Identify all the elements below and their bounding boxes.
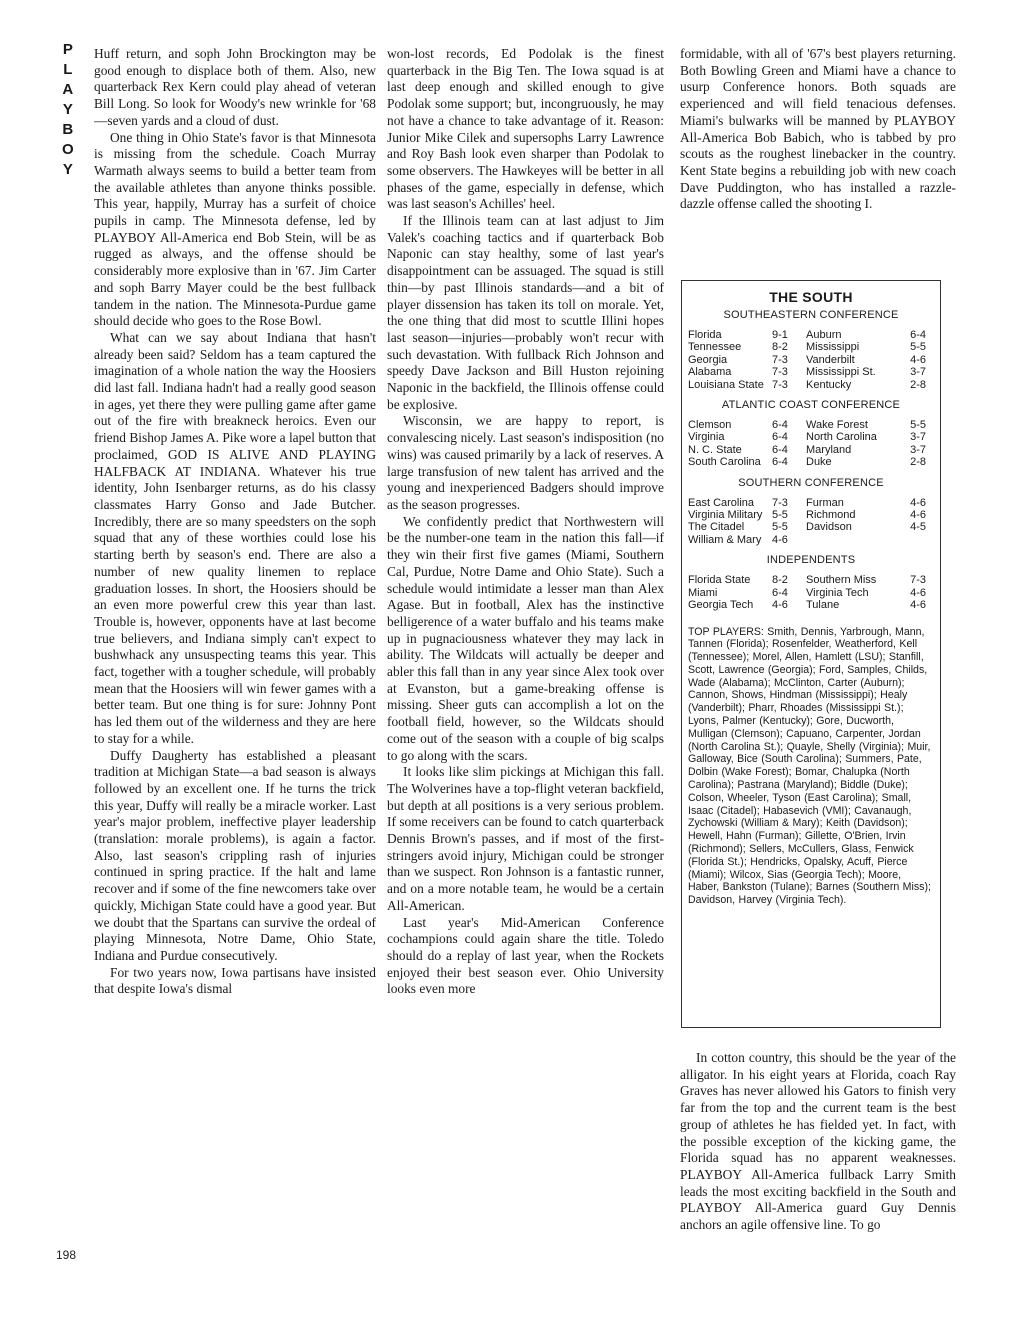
top-players-list: TOP PLAYERS: Smith, Dennis, Yarbrough, Mann, Tannen (Florida); Rosenfelder, Weatherford, Kell (Tennessee); Morel, Allen, Hamlett (LSU); Stanfill, Scott, Lawrence (Georgia); Ford, Samples, Childs, Wade (Alabama); McClinton, Carter (Auburn); Cannon, Shows, Hindman (Mississippi); Healy (Vanderbilt); Pharr, Rhoades (Mississippi St.); Lyons, Palmer (Kentucky); Gore, Ducworth, Mulligan (Clemson); Capuano, Carpenter, Jordan (North Carolina St.); Quayle, Shelly (Virginia); Muir, Galloway, Bice (South Carolina); Summers, Pate, Dolbin (Wake Forest); Bomar, Chalupka (North Carolina); Pastrana (Maryland); Biddle (Duke); Colson, Wheeler, Tyson (East Carolina); Small, Isaac (Citadel); Habasevich (VMI); Cavanaugh, Zychowski (William & Mary); Keith (Davidson); Hewell, Hahn (Furman); Gillette, O'Brien, Irvin (Richmond); Sellers, McCullers, Glass, Fenwick (Florida St.); Hendricks, Opalsky, Acuff, Pierce (Miami); Wilcox, Sias (Georgia Tech); Moore, Haber, Bankston (Tulane); Barnes (Southern Miss); Davidson, Harvey (Virginia Tech).: [688, 625, 931, 907]
paragraph: Huff return, and soph John Brockington may be good enough to displace both of them. Also, new quarterback Rex Kern could play ahead of veteran Bill Long. So look for Woody's new wrinkle for '68 —seven yards and a cloud of dust.: [94, 46, 376, 128]
magazine-brand-vertical: [62, 40, 74, 180]
team-name: Alabama: [688, 366, 732, 379]
standings-table: [688, 574, 934, 611]
team-name: Mississippi St.: [806, 366, 876, 379]
paragraph: Last year's Mid-American Conference cochampions could again share the title. Toledo should do a replay of last year, when the Rockets enjoyed their best season ever. Ohio University looks even more: [387, 914, 664, 997]
team-name: Virginia Military: [688, 509, 763, 522]
brand-letter: P: [62, 41, 73, 58]
team-name: William & Mary: [688, 533, 762, 546]
team-record: 3-7: [910, 443, 926, 456]
team-name: Richmond: [806, 509, 856, 522]
team-name: Mississippi: [806, 341, 860, 354]
team-name: Davidson: [806, 521, 852, 534]
team-name: Virginia: [688, 431, 725, 444]
team-name: Vanderbilt: [806, 353, 855, 366]
team-record: 6-4: [772, 586, 788, 599]
team-record: 3-7: [910, 366, 926, 379]
team-record: 2-8: [910, 456, 926, 469]
team-record: 5-5: [772, 521, 788, 534]
team-name: Southern Miss: [806, 574, 877, 587]
paragraph: formidable, with all of '67's best players returning. Both Bowling Green and Miami have a chance to usurp Conference honors. Both squads are experienced and will field tenacious defenses. Miami's bulwarks will be manned by PLAYBOY All-America Bob Babich, who is tabbed by pro scouts as the roughest linebacker in the country. Kent State begins a rebuilding job with new coach Dave Puddington, who has installed a razzle-dazzle offense called the shooting I.: [680, 46, 956, 212]
paragraph: For two years now, Iowa partisans have insisted that despite Iowa's dismal: [94, 964, 376, 997]
paragraph: One thing in Ohio State's favor is that Minnesota is missing from the schedule. Coach Murray Warmath always seems to build a better team from the available athletes than anyone thinks possible. This year, happily, Murray has a surfeit of choice pupils in camp. The Minnesota defense, led by PLAYBOY All-America end Bob Stein, will be as rugged as always, and the offense should be considerably more explosive than in '67. Jim Carter and soph Barry Mayer could be the best fullback tandem in the nation. The Minnesota-Purdue game should decide who goes to the Rose Bowl.: [94, 129, 376, 329]
team-record: 2-8: [910, 378, 926, 391]
team-name: Auburn: [806, 329, 842, 341]
team-name: Miami: [688, 586, 718, 599]
team-record: [898, 534, 926, 546]
brand-letter: L: [63, 61, 73, 78]
team-record: 8-2: [772, 574, 788, 587]
team-name: South Carolina: [688, 456, 761, 469]
team-name: Florida: [688, 329, 722, 341]
team-name: Georgia: [688, 353, 728, 366]
brand-letter: Y: [62, 161, 73, 178]
team-record: 3-7: [910, 431, 926, 444]
conference-title: SOUTHERN CONFERENCE: [738, 476, 884, 489]
article-column-3-continued: [680, 1050, 956, 1234]
team-name: Kentucky: [806, 378, 852, 391]
team-record: 4-5: [910, 521, 926, 534]
article-column-2: [387, 46, 664, 998]
team-record: 7-3: [772, 366, 788, 379]
team-record: 5-5: [910, 419, 926, 432]
team-record: 9-1: [772, 329, 788, 341]
conference-title: SOUTHEASTERN CONFERENCE: [723, 309, 899, 321]
box-title: THE SOUTH: [769, 289, 853, 305]
standings-table: [688, 497, 934, 547]
team-record: 7-3: [772, 496, 788, 509]
standings-table: [688, 419, 934, 469]
paragraph: Duffy Daugherty has established a pleasant tradition at Michigan State—a bad season is always followed by an excellent one. If he turns the trick this year, Duffy will really be a miracle worker. Last year's major problem, ineffective player leadership (translation: morale problems), is again a factor. Also, last season's crippling rash of injuries continued in spring practice. If the halt and lame recover and if some of the fine newcomers take over quickly, Michigan State could have a good year. But we doubt that the Spartans can survive the ordeal of playing Minnesota, Notre Dame, Ohio State, Indiana and Purdue consecutively.: [94, 747, 376, 963]
team-name: [806, 534, 898, 546]
standings-table: [688, 329, 934, 391]
page-number: 198: [56, 1248, 77, 1262]
team-name: Maryland: [806, 443, 852, 456]
brand-letter: B: [62, 121, 74, 138]
team-name: Georgia Tech: [688, 599, 754, 612]
team-record: 6-4: [772, 431, 788, 444]
team-name: Florida State: [688, 574, 751, 587]
team-record: 7-3: [772, 378, 788, 391]
team-name: Tennessee: [688, 341, 742, 354]
team-record: 4-6: [910, 509, 926, 522]
team-name: Clemson: [688, 419, 732, 432]
paragraph: It looks like slim pickings at Michigan this fall. The Wolverines have a top-flight veteran backfield, but depth at all positions is a very serious problem. If some receivers can be found to catch quarterback Dennis Brown's passes, and if most of the first-stringers avoid injury, Michigan could be stronger than we suspect. Ron Johnson is a fantastic runner, and on a more notable team, he would be a certain All-American.: [387, 764, 664, 913]
team-name: The Citadel: [688, 521, 745, 534]
team-record: 5-5: [910, 341, 926, 354]
paragraph: Wisconsin, we are happy to report, is convalescing nicely. Last season's indisposition (no wins) was caused primarily by a lack of reserves. A large transfusion of new talent has arrived and the young and inexperienced Badgers should improve as the season progresses.: [387, 413, 664, 512]
team-record: 6-4: [772, 456, 788, 469]
team-name: N. C. State: [688, 443, 742, 456]
team-record: 7-3: [772, 353, 788, 366]
team-record: 4-6: [910, 496, 926, 509]
conference-title: INDEPENDENTS: [766, 554, 856, 567]
team-record: 6-4: [772, 443, 788, 456]
team-name: Wake Forest: [806, 419, 868, 432]
paragraph: In cotton country, this should be the year of the alligator. In his eight years at Florida, coach Ray Graves has never allowed his Gators to finish very far from the top and the current team is the best group of athletes he has fielded yet. In fact, with the possible exception of the kicking game, the Florida squad has no apparent weaknesses. PLAYBOY All-America fullback Larry Smith leads the most exciting backfield in the South and PLAYBOY All-America guard Guy Dennis anchors an agile offensive line. To go: [680, 1050, 956, 1233]
team-record: 4-6: [772, 599, 788, 612]
team-record: 6-4: [772, 419, 788, 432]
article-column-3: [680, 46, 956, 213]
team-record: 4-6: [910, 353, 926, 366]
team-record: 4-6: [910, 586, 926, 599]
team-record: 4-6: [910, 599, 926, 612]
team-name: Furman: [806, 496, 844, 509]
team-name: Duke: [806, 456, 832, 469]
brand-letter: O: [62, 141, 74, 158]
team-name: Louisiana State: [688, 378, 764, 391]
brand-letter: A: [62, 81, 74, 98]
paragraph: What can we say about Indiana that hasn't already been said? Seldom has a team captured the imagination of a whole nation the way the Hoosiers did last fall. Indiana hadn't had a really good season in ages, yet there they were pulling game after game out of the fire with breakneck heroics. Even our friend Bishop James A. Pike wore a lapel button that proclaimed, GOD IS ALIVE AND PLAYING HALFBACK AT INDIANA. Whatever his true identity, John Isenbarger returns, as do his classy classmates Harry Gonso and Jade Butcher. Incredibly, there are so many speedsters on the soph squad that any of these worthies could lose his starting berth by season's end. There are also a number of new quality linemen to replace graduation losses. In short, the Hoosiers should be an even more powerful crew this year than last. Trouble is, however, opponents have at last become true believers, and Indiana simply can't expect to bushwhack any unsuspecting teams this year. This fact, together with a tougher schedule, will probably mean that the Hoosiers will win fewer games with a better team. But one thing is for sure: Johnny Pont has led them out of the wilderness and they are here to stay for a while.: [94, 329, 376, 746]
team-name: East Carolina: [688, 496, 755, 509]
brand-letter: Y: [62, 101, 73, 118]
team-record: 6-4: [910, 329, 926, 341]
team-name: North Carolina: [806, 431, 877, 444]
team-record: 8-2: [772, 341, 788, 354]
team-record: 5-5: [772, 509, 788, 522]
paragraph: We confidently predict that Northwestern will be the number-one team in the nation this fall—if they win their first five games (Miami, Southern Cal, Purdue, Notre Dame and Ohio State). Such a schedule would intimidate a lesser man than Alex Agase. But in football, Alex has the instinctive belligerence of a water buffalo and his teams make up in pugnaciousness whatever they may lack in ability. The Wildcats will actually be deeper and abler this fall than in any year since Alex took over at Evanston, but a game-breaking offense is missing. Sheer guts can accomplish a lot on the football field, however, so the Wildcats should come out of the season with a couple of big scalps to go along with the scars.: [387, 513, 664, 763]
team-record: 7-3: [910, 574, 926, 587]
conference-title: ATLANTIC COAST CONFERENCE: [721, 399, 901, 412]
paragraph: won-lost records, Ed Podolak is the finest quarterback in the Big Ten. The Iowa squad is at last deep enough and skilled enough to give Podolak some support; but, incongruously, he may not have a chance to take advantage of it. Reason: Junior Mike Cilek and supersophs Larry Lawrence and Roy Bash look even sharper than Podolak to some observers. The Hawkeyes will be better in all phases of the game, especially in defense, which was last season's Achilles' heel.: [387, 46, 664, 212]
south-standings-box: [681, 280, 941, 1028]
article-column-1: [94, 46, 376, 998]
team-name: Virginia Tech: [806, 586, 869, 599]
team-record: 4-6: [772, 533, 788, 546]
team-name: Tulane: [806, 599, 840, 612]
paragraph: If the Illinois team can at last adjust to Jim Valek's coaching tactics and if quarterback Bob Naponic can stay healthy, some of last year's disappointment can be assuaged. The squad is still thin—by past Illinois standards—and a bit of player dissension has taken its toll on morale. Yet, the one thing that did most to scuttle Illini hopes last season—injuries—probably won't recur with such devastation. With fullback Rich Johnson and speedy Dave Jackson and Bill Huston rejoining Naponic in the backfield, the Illinois offense could be explosive.: [387, 213, 664, 412]
